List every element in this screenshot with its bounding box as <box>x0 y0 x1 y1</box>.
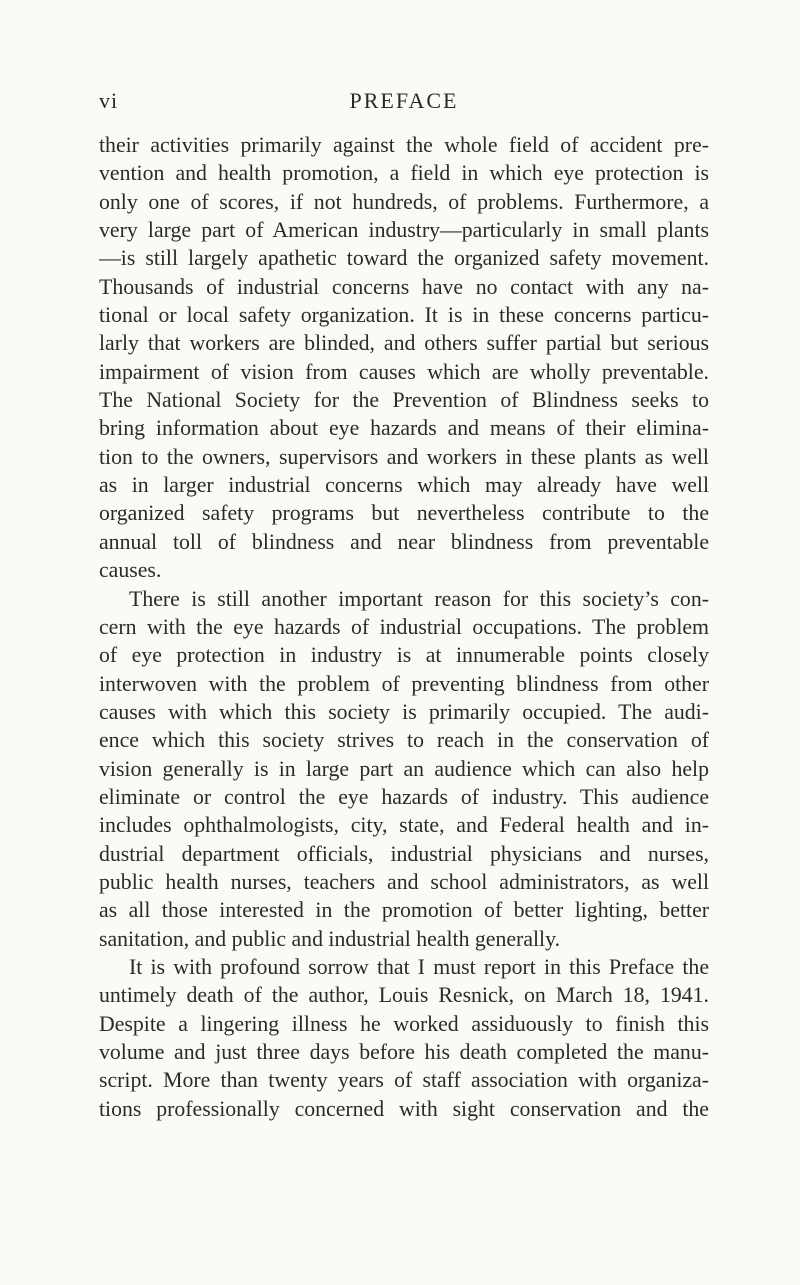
text-line: annual toll of blindness and near blindness from preventable <box>99 529 709 554</box>
running-head <box>99 88 709 118</box>
text-line: cern with the eye hazards of industrial occupations. The problem <box>99 614 709 639</box>
text-line: larly that workers are blinded, and others suffer partial but serious <box>99 331 709 356</box>
text-line: includes ophthalmologists, city, state, and Federal health and in- <box>99 813 709 838</box>
text-line: interwoven with the problem of preventing blindness from other <box>99 671 709 696</box>
text-line: as in larger industrial concerns which may already have well <box>99 473 709 498</box>
text-line: tion to the owners, supervisors and workers in these plants as well <box>99 444 709 469</box>
text-line: very large part of American industry—particularly in small plants <box>99 218 709 243</box>
text-line: only one of scores, if not hundreds, of problems. Furthermore, a <box>99 189 709 214</box>
text-line: vention and health promotion, a field in which eye protection is <box>99 161 709 186</box>
text-line: It is with profound sorrow that I must report in this Preface the <box>129 954 709 979</box>
text-line: There is still another important reason for this society’s con- <box>129 586 709 611</box>
text-line: volume and just three days before his death completed the manu- <box>99 1040 709 1064</box>
text-line: ence which this society strives to reach in the conservation of <box>99 728 709 753</box>
text-line: of eye protection in industry is at innumerable points closely <box>99 643 709 668</box>
text-line: The National Society for the Prevention of Blindness seeks to <box>99 388 709 413</box>
text-line: vision generally is in large part an audience which can also help <box>99 756 709 781</box>
body-text <box>99 131 709 1123</box>
text-line: impairment of vision from causes which are wholly preventable. <box>99 359 709 384</box>
text-line: sanitation, and public and industrial health generally. <box>99 926 561 951</box>
text-line: their activities primarily against the whole field of accident pre- <box>99 133 709 157</box>
text-line: causes. <box>99 558 162 583</box>
text-line: dustrial department officials, industrial physicians and nurses, <box>99 841 709 866</box>
text-line: —is still largely apathetic toward the organized safety movement. <box>99 246 709 271</box>
text-line: organized safety programs but nevertheless contribute to the <box>99 501 709 526</box>
text-line: untimely death of the author, Louis Resnick, on March 18, 1941. <box>99 983 709 1008</box>
text-line: as all those interested in the promotion of better lighting, better <box>99 898 709 923</box>
text-line: Thousands of industrial concerns have no contact with any na- <box>99 274 709 299</box>
text-line: script. More than twenty years of staff association with organiza- <box>99 1068 709 1093</box>
text-line: tions professionally concerned with sight conservation and the <box>99 1096 709 1121</box>
text-line: tional or local safety organization. It is in these concerns particu- <box>99 303 709 328</box>
text-line: public health nurses, teachers and school administrators, as well <box>99 869 709 894</box>
text-line: bring information about eye hazards and means of their elimina- <box>99 416 709 441</box>
text-line: eliminate or control the eye hazards of industry. This audience <box>99 784 709 809</box>
page-title: PREFACE <box>349 88 459 113</box>
text-line: Despite a lingering illness he worked assiduously to finish this <box>99 1011 709 1036</box>
text-line: causes with which this society is primarily occupied. The audi- <box>99 699 709 724</box>
page-number: vi <box>99 88 119 113</box>
